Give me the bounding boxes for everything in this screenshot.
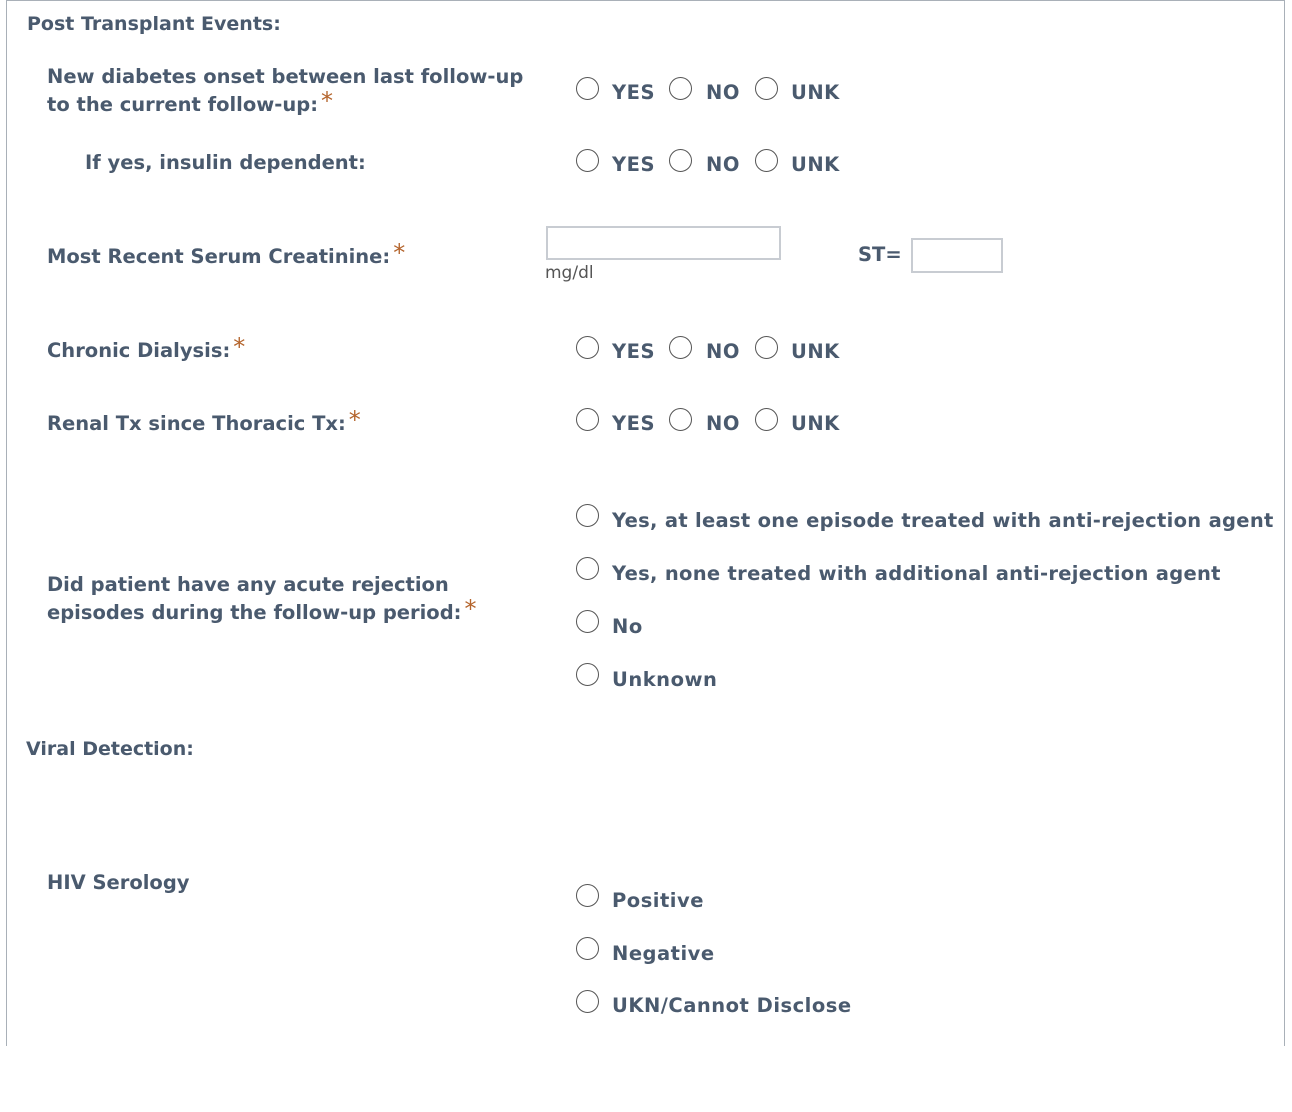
hiv-negative-radio[interactable] <box>576 937 599 960</box>
dialysis-label: Chronic Dialysis: <box>47 339 231 362</box>
dialysis-yes-radio[interactable] <box>576 336 599 359</box>
rejection-option-4-radio[interactable] <box>576 663 599 686</box>
st-label: ST= <box>858 243 902 266</box>
section-post-transplant: Post Transplant Events: <box>27 13 281 35</box>
diabetes-yes-radio[interactable] <box>576 77 599 100</box>
required-asterisk: * <box>321 87 334 115</box>
hiv-unknown-label: UKN/Cannot Disclose <box>612 994 852 1017</box>
required-asterisk: * <box>348 406 361 434</box>
insulin-label: If yes, insulin dependent: <box>85 151 366 174</box>
rejection-option-3-label: No <box>612 615 643 638</box>
renal-no-label: NO <box>706 412 740 435</box>
diabetes-no-radio[interactable] <box>669 77 692 100</box>
insulin-unk-label: UNK <box>791 153 840 176</box>
renal-unk-label: UNK <box>791 412 840 435</box>
section-viral-detection: Viral Detection: <box>26 738 194 760</box>
renal-unk-radio[interactable] <box>755 408 778 431</box>
dialysis-label-row <box>47 333 246 364</box>
creatinine-input[interactable] <box>546 226 781 260</box>
rejection-option-2-label: Yes, none treated with additional anti-rejection agent <box>612 562 1221 585</box>
renal-label: Renal Tx since Thoracic Tx: <box>47 412 346 435</box>
hiv-positive-radio[interactable] <box>576 884 599 907</box>
renal-no-radio[interactable] <box>669 408 692 431</box>
diabetes-label <box>47 64 523 118</box>
renal-yes-radio[interactable] <box>576 408 599 431</box>
renal-yes-label: YES <box>612 412 655 435</box>
st-input[interactable] <box>911 238 1003 273</box>
rejection-option-1-radio[interactable] <box>576 504 599 527</box>
dialysis-no-radio[interactable] <box>669 336 692 359</box>
diabetes-label-line1: New diabetes onset between last follow-up <box>47 65 524 88</box>
rejection-option-2-radio[interactable] <box>576 557 599 580</box>
hiv-negative-label: Negative <box>612 942 715 965</box>
rejection-label-line2: episodes during the follow-up period: <box>47 601 462 624</box>
diabetes-no-label: NO <box>706 81 740 104</box>
rejection-option-4-label: Unknown <box>612 668 718 691</box>
rejection-label-line1: Did patient have any acute rejection <box>47 573 449 596</box>
hiv-positive-label: Positive <box>612 889 704 912</box>
required-asterisk: * <box>464 595 477 623</box>
dialysis-yes-label: YES <box>612 340 655 363</box>
creatinine-label: Most Recent Serum Creatinine: <box>47 245 391 268</box>
dialysis-unk-radio[interactable] <box>755 336 778 359</box>
rejection-option-3-radio[interactable] <box>576 610 599 633</box>
insulin-yes-radio[interactable] <box>576 149 599 172</box>
insulin-no-radio[interactable] <box>669 149 692 172</box>
required-asterisk: * <box>233 333 246 361</box>
insulin-yes-label: YES <box>612 153 655 176</box>
hiv-unknown-radio[interactable] <box>576 990 599 1013</box>
diabetes-label-line2: to the current follow-up: <box>47 93 319 116</box>
diabetes-yes-label: YES <box>612 81 655 104</box>
rejection-option-1-label: Yes, at least one episode treated with anti-rejection agent <box>612 509 1274 532</box>
dialysis-unk-label: UNK <box>791 340 840 363</box>
rejection-label <box>47 572 476 626</box>
renal-label-row <box>47 406 361 437</box>
insulin-no-label: NO <box>706 153 740 176</box>
diabetes-unk-label: UNK <box>791 81 840 104</box>
required-asterisk: * <box>393 239 406 267</box>
creatinine-label-row <box>47 239 406 270</box>
creatinine-unit: mg/dl <box>545 263 594 283</box>
diabetes-unk-radio[interactable] <box>755 77 778 100</box>
dialysis-no-label: NO <box>706 340 740 363</box>
insulin-unk-radio[interactable] <box>755 149 778 172</box>
hiv-label: HIV Serology <box>47 871 190 894</box>
